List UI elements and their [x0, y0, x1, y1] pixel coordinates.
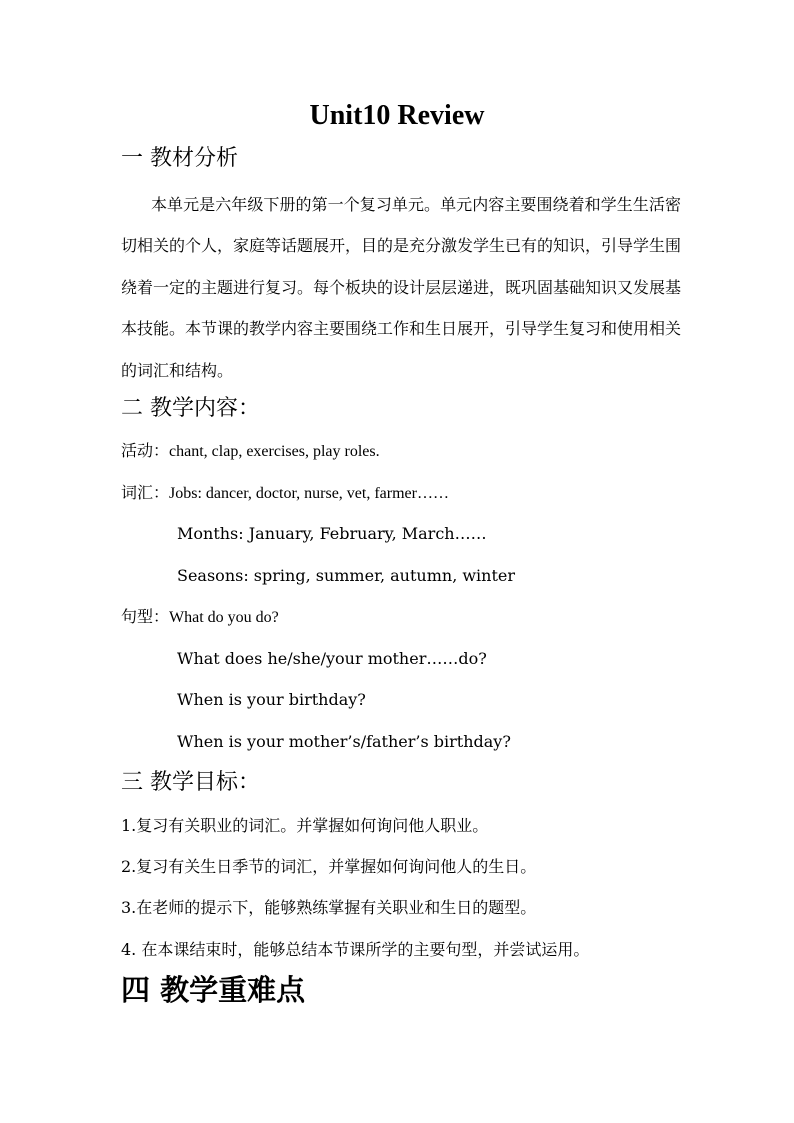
section-heading-analysis: 一 教材分析	[121, 146, 238, 171]
pattern-2: What does he/she/your mother……do?	[177, 649, 487, 668]
vocab-seasons: Seasons: spring, summer, autumn, winter	[177, 566, 516, 585]
activity-text: chant, clap, exercises, play roles.	[169, 443, 380, 460]
pattern-4: When is your mother’s/father’s birthday?	[177, 732, 511, 751]
activity-line	[121, 439, 380, 464]
vocab-label: 词汇：	[121, 483, 170, 502]
vocab-line	[121, 481, 449, 506]
vocab-jobs: Jobs: dancer, doctor, nurse, vet, farmer……	[169, 485, 449, 502]
analysis-paragraph: 本单元是六年级下册的第一个复习单元。单元内容主要围绕着和学生生活密切相关的个人，家庭等话题展开，目的是充分激发学生已有的知识，引导学生围绕着一定的主题进行复习。每个板块的设计层层递进，既巩固基础知识又发展基本技能。本节课的教学内容主要围绕工作和生日展开，引导学生复习和使用相关的词汇和结构。	[121, 195, 682, 380]
section-heading-goals: 三 教学目标：	[121, 770, 260, 795]
pattern-1: What do you do?	[169, 609, 279, 626]
pattern-3: When is your birthday?	[177, 690, 366, 709]
goal-3: 3.在老师的提示下，能够熟练掌握有关职业和生日的题型。	[121, 898, 537, 917]
pattern-line	[121, 605, 279, 630]
vocab-months: Months: January, February, March……	[177, 524, 487, 543]
goal-1: 1.复习有关职业的词汇。并掌握如何询问他人职业。	[121, 816, 489, 835]
document-title: Unit10 Review	[309, 100, 485, 131]
section-heading-key-points: 四 教学重难点	[121, 973, 306, 1007]
activity-label: 活动：	[121, 441, 170, 460]
goal-4: 4. 在本课结束时，能够总结本节课所学的主要句型，并尝试运用。	[121, 940, 590, 959]
goal-2: 2.复习有关生日季节的词汇，并掌握如何询问他人的生日。	[121, 857, 537, 876]
pattern-label: 句型：	[121, 607, 170, 626]
section-heading-content: 二 教学内容：	[121, 396, 260, 421]
